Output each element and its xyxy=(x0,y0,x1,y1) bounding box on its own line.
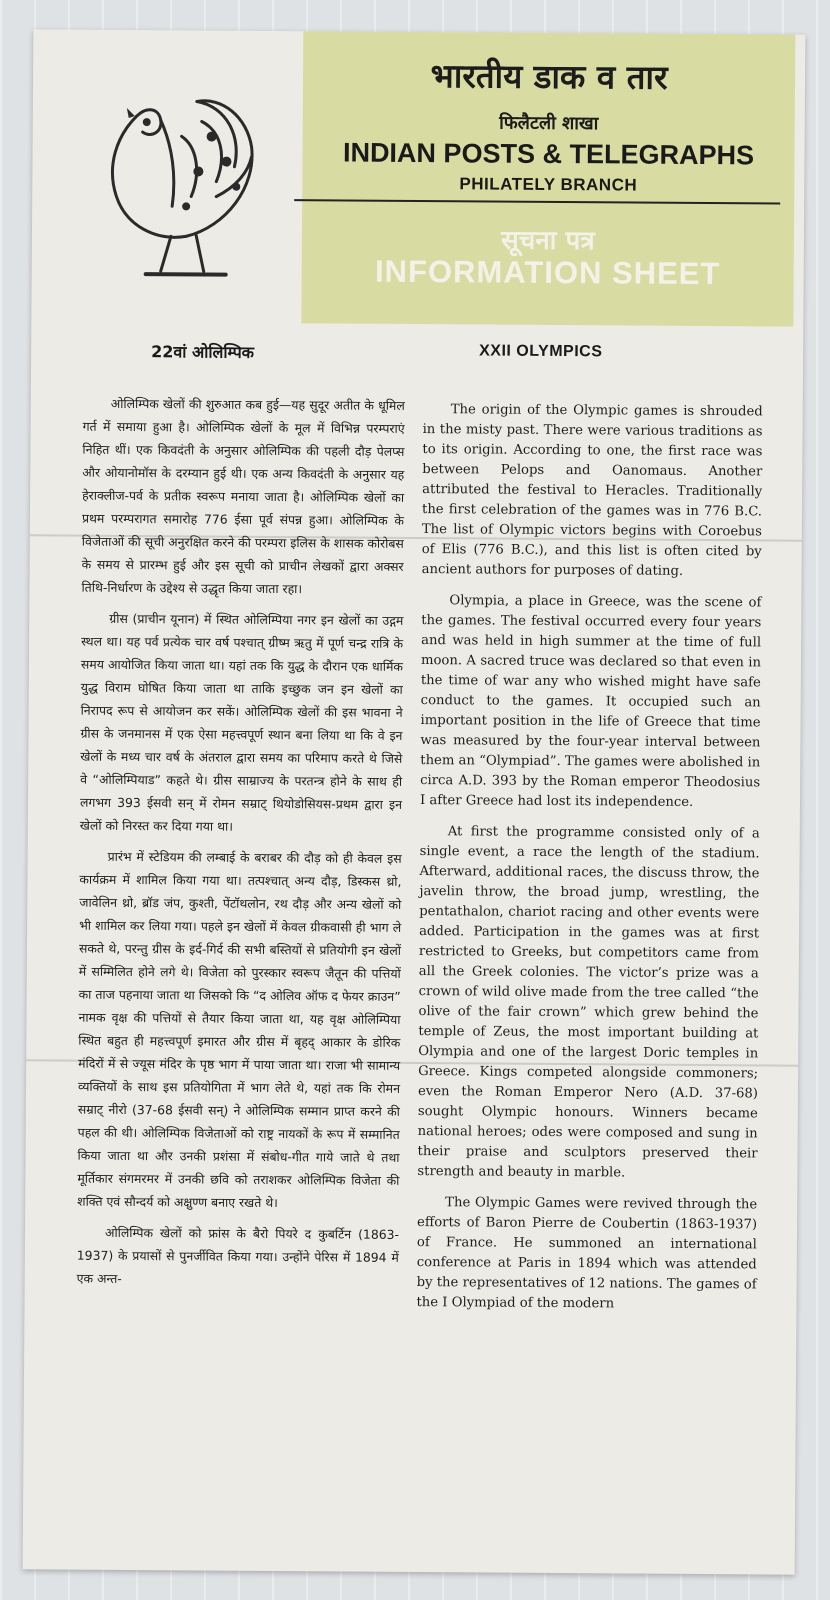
english-paragraph: The origin of the Olympic games is shrouded in the misty past. There were various traditions as to its origin. According to one, the first race was between Pelops and Oanomaus. Another attributed the festival to Heracles. Traditionally the first celebration of the games was in 776 B.C. The list of Olympic victors begins with Coroebus of Elis (776 B.C.), and this list is often cited by ancient authors for purposes of dating. xyxy=(421,402,763,579)
header-hindi-title: भारतीय डाक व तार xyxy=(430,56,668,97)
header-english-title: INDIAN POSTS & TELEGRAPHS xyxy=(342,137,755,171)
peacock-emblem-icon xyxy=(76,76,273,289)
hindi-paragraph: ओलिम्पिक खेलों को फ्रांस के बैरो पियरे द कुबर्टिन (1863-1937) के प्रयासों से पुनर्जीवित किया गया। उन्होंने पेरिस में 1894 में एक अन्त- xyxy=(76,1224,400,1286)
english-paragraph: Olympia, a place in Greece, was the scene of the games. The festival occurred every four years and was held in high summer at the time of full moon. A sacred truce was declared so that even in the time of war any who wished might have safe conduct to the games. It occupied such an important position in the life of Greece that time was measured by the four-year interval between them an “Olympiad”. The games were abolished in circa A.D. 393 by the Roman emperor Theodosius I after Greece had lost its independence. xyxy=(419,593,762,810)
header-hindi-branch: फिलैटली शाखा xyxy=(499,112,599,135)
hindi-paragraph: ग्रीस (प्राचीन यूनान) में स्थित ओलिम्पिया नगर इन खेलों का उद्गम स्थल था। यह पर्व प्रत्येक चार वर्ष पश्चात् ग्रीष्म ऋतु में पूर्ण चन्द्र रात्रि के समय आयोजित किया जाता था। यहां तक कि युद्ध के दौरान एक धार्मिक युद्ध विराम घोषित किया जाता था ताकि इच्छुक जन इन खेलों का निरापद रूप से आयोजन कर सकें। ओलिम्पिक खेलों की इस भावना ने ग्रीस के जनमानस में एक ऐसा महत्त्वपूर्ण स्थान बना लिया था कि वे इन खेलों के मध्य चार वर्ष के अंतराल द्वारा समय का परिमाप करते थे जिसे वे “ओलिम्पियाड” कहते थे। ग्रीस साम्राज्य के परतन्त्र होने के साथ ही लगभग 393 ईसवी सन् में रोमन सम्राट् थियोडोसियस-प्रथम द्वारा इन खेलों को निरस्त कर दिया गया था। xyxy=(79,610,404,834)
info-sheet-hindi-label: सूचना पत्र xyxy=(501,225,595,257)
english-paragraph: At first the programme consisted only of a single event, a race the length of the stadium. Afterward, additional races, the discuss throw, the javelin throw, the broad jump, wrestling, the pentathalon, chariot racing and other events were added. Participation in the games was at first restricted to Greeks, but competitors came from all the Greek colonies. The victor’s prize was a crown of wild olive made from the tree called “the olive of the fair crown” which grew behind the temple of Zeus, the most important building at Olympia and one of the largest Doric temples in Greece. Kings competed alongside commoners; even the Roman Emperor Nero (A.D. 37-68) sought Olympic honours. Winners became national heroes; odes were composed and sung in their praise and sculptors preserved their strength and beauty in marble. xyxy=(417,824,760,1181)
info-sheet-english-label: INFORMATION SHEET xyxy=(374,253,721,292)
hindi-text-column xyxy=(77,392,405,1300)
hindi-paragraph: ओलिम्पिक खेलों की शुरुआत कब हुई—यह सुदूर अतीत के धूमिल गर्त में समाया हुआ है। ओलिम्पिक खेलों के मूल में विभिन्न परम्पराएं निहित थीं। एक किवदंती के अनुसार ओलिम्पिक की पहली दौड़ पेलप्स और ओयानोमॉस के दरम्यान हुई थी। एक अन्य किवदंती के अनुसार यह हेराक्लीज-पर्व के प्रतीक स्वरूप मनाया जाता है। ओलिम्पिक खेलों का प्रथम परम्परागत समारोह 776 ईसा पूर्व संपन्न हुआ। ओलिम्पिक के विजेताओं की सूची अनुरक्षित करने की परम्परा इलिस के शासक कोरोबस के समय से प्रारम्भ हुई और इस सूची को प्राचीन लेखकों द्वारा अक्सर तिथि-निर्धारण के उद्देश्य से उद्धृत किया जाता रहा। xyxy=(81,395,405,597)
information-sheet xyxy=(23,29,806,1574)
english-article-title: XXII OLYMPICS xyxy=(479,342,603,361)
hindi-article-title: 22वां ओलिम्पिक xyxy=(151,342,255,362)
english-text-column xyxy=(416,400,762,1326)
header-english-branch: PHILATELY BRANCH xyxy=(459,174,638,195)
hindi-paragraph: प्रारंभ में स्टेडियम की लम्बाई के बराबर की दौड़ को ही केवल इस कार्यक्रम में शामिल किया गया था। तत्पश्चात् अन्य दौड़, डिस्कस थ्रो, जावेलिन थ्रो, ब्रॉड जंप, कुश्ती, पेंटॉथलोन, रथ दौड़ और अन्य खेलों को भी शामिल कर लिया गया। पहले इन खेलों में केवल ग्रीकवासी ही भाग ले सकते थे, परन्तु ग्रीस के इर्द-गिर्द की सभी बस्तियों से प्रतियोगी इन खेलों में सम्मिलित होने लगे थे। विजेता को पुरस्कार स्वरूप जैतून की पत्तियों का ताज पहनाया जाता था जिसको कि “द ओलिव ऑफ द फेयर क्राउन” नामक वृक्ष की पत्तियों से तैयार किया जाता था, यह वृक्ष ओलिम्पिया स्थित बहुत ही महत्त्वपूर्ण इमारत और ग्रीस में बृहद् आकार के डोरिक मंदिरों में से ज्यूस मंदिर के पृष्ठ भाग में पाया जाता था। राजा भी सामान्य व्यक्तियों के साथ इस प्रतियोगिता में भाग लेते थे, यहां तक कि रोमन सम्राट् नीरो (37-68 ईसवी सन्) ने ओलिम्पिक सम्मान प्राप्त करने की पहल की थी। ओलिम्पिक विजेताओं को राष्ट्र नायकों के रूप में सम्मानित किया जाता था और उनकी प्रशंसा में संबोध-गीत गाये जाते थे तथा मूर्तिकार संगमरमर में उनकी छवि को तराशकर ओलिम्पिक विजेता की शक्ति एवं सौन्दर्य को अक्षुण्ण बनाए रखते थे। xyxy=(77,848,402,1211)
english-paragraph: The Olympic Games were revived through the efforts of Baron Pierre de Coubertin (1863-1937) of France. He summoned an international conference at Paris in 1894 which was attended by the representatives of 12 nations. The games of the I Olympiad of the modern xyxy=(416,1195,758,1312)
